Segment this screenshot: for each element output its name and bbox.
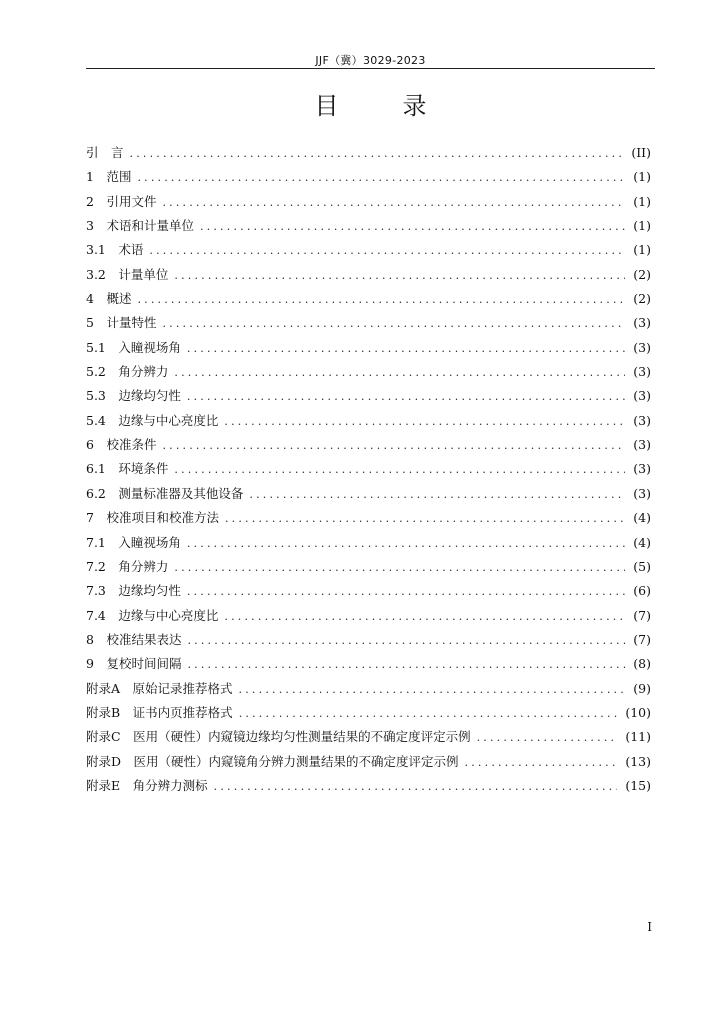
toc-dot-leader bbox=[239, 704, 618, 724]
toc-dot-leader bbox=[162, 193, 625, 213]
toc-entry-page: (8) bbox=[633, 656, 651, 672]
toc-entry[interactable] bbox=[86, 484, 651, 508]
toc-entry-page: (4) bbox=[633, 510, 651, 526]
page-title: 目 录 bbox=[314, 92, 447, 120]
toc-entry-page: (3) bbox=[633, 485, 651, 501]
toc-entry-label: 8 校准结果表达 bbox=[86, 631, 182, 647]
toc-entry-label: 5.2 角分辨力 bbox=[86, 364, 169, 380]
toc-entry-page: (3) bbox=[633, 437, 651, 453]
toc-entry-page: (1) bbox=[633, 218, 651, 234]
toc-entry[interactable] bbox=[86, 654, 651, 678]
toc-entry[interactable] bbox=[86, 776, 651, 800]
toc-entry-page: (1) bbox=[633, 193, 651, 209]
toc-entry-label: 7.1 入瞳视场角 bbox=[86, 534, 181, 550]
toc-entry-label: 7.2 角分辨力 bbox=[86, 558, 169, 574]
toc-entry-label: 7 校准项目和校准方法 bbox=[86, 510, 219, 526]
toc-dot-leader bbox=[149, 241, 625, 261]
toc-entry[interactable] bbox=[86, 167, 651, 191]
toc-dot-leader bbox=[249, 485, 625, 505]
toc-entry[interactable] bbox=[86, 216, 651, 240]
toc-entry-page: (7) bbox=[633, 631, 651, 647]
toc-dot-leader bbox=[225, 509, 625, 529]
toc-entry[interactable] bbox=[86, 679, 651, 703]
toc-entry[interactable] bbox=[86, 557, 651, 581]
toc-entry[interactable] bbox=[86, 435, 651, 459]
toc-entry-label: 2 引用文件 bbox=[86, 193, 157, 209]
toc-entry-page: (2) bbox=[633, 266, 651, 282]
toc-dot-leader bbox=[137, 168, 625, 188]
toc-entry[interactable] bbox=[86, 606, 651, 630]
toc-entry-page: (2) bbox=[633, 291, 651, 307]
toc-entry[interactable] bbox=[86, 143, 651, 167]
toc-entry-label: 6.1 环境条件 bbox=[86, 461, 169, 477]
toc-entry-page: (3) bbox=[633, 364, 651, 380]
toc-entry[interactable] bbox=[86, 459, 651, 483]
toc-dot-leader bbox=[174, 266, 625, 286]
toc-entry-label: 附录C 医用（硬性）内窥镜边缘均匀性测量结果的不确定度评定示例 bbox=[86, 729, 471, 745]
toc-entry[interactable] bbox=[86, 338, 651, 362]
toc-dot-leader bbox=[187, 534, 625, 554]
toc-entry[interactable] bbox=[86, 581, 651, 605]
toc-entry-label: 附录B 证书内页推荐格式 bbox=[86, 704, 233, 720]
toc-entry-page: (15) bbox=[625, 777, 651, 793]
toc-entry-page: (3) bbox=[633, 315, 651, 331]
toc-entry-label: 3.2 计量单位 bbox=[86, 266, 169, 282]
toc-entry-page: (3) bbox=[633, 461, 651, 477]
toc-entry[interactable] bbox=[86, 411, 651, 435]
toc-entry[interactable] bbox=[86, 508, 651, 532]
toc-entry-label: 附录A 原始记录推荐格式 bbox=[86, 680, 233, 696]
toc-dot-leader bbox=[174, 460, 625, 480]
toc-entry-label: 5 计量特性 bbox=[86, 315, 157, 331]
toc-entry-label: 7.4 边缘与中心亮度比 bbox=[86, 607, 219, 623]
toc-dot-leader bbox=[239, 680, 626, 700]
toc-entry-page: (3) bbox=[633, 388, 651, 404]
toc-entry[interactable] bbox=[86, 630, 651, 654]
toc-dot-leader bbox=[174, 558, 625, 578]
toc-entry-page: (5) bbox=[633, 558, 651, 574]
toc-entry-page: (1) bbox=[633, 169, 651, 185]
toc-entry-label: 9 复校时间间隔 bbox=[86, 656, 182, 672]
toc-entry-page: (3) bbox=[633, 412, 651, 428]
toc-entry[interactable] bbox=[86, 240, 651, 264]
toc-entry[interactable] bbox=[86, 313, 651, 337]
toc-dot-leader bbox=[224, 607, 625, 627]
toc-dot-leader bbox=[187, 582, 625, 602]
toc-entry-page: (3) bbox=[633, 339, 651, 355]
toc-dot-leader bbox=[187, 387, 625, 407]
toc-entry-label: 7.3 边缘均匀性 bbox=[86, 583, 181, 599]
header-rule bbox=[86, 68, 655, 69]
toc-entry-label: 5.4 边缘与中心亮度比 bbox=[86, 412, 219, 428]
document-code-header: JJF（冀）3029-2023 bbox=[315, 54, 426, 67]
toc-entry-label: 5.1 入瞳视场角 bbox=[86, 339, 181, 355]
toc-entry-page: (11) bbox=[625, 729, 651, 745]
table-of-contents bbox=[86, 143, 651, 800]
toc-entry-page: (10) bbox=[625, 704, 651, 720]
toc-entry[interactable] bbox=[86, 703, 651, 727]
toc-dot-leader bbox=[200, 217, 625, 237]
toc-dot-leader bbox=[224, 412, 625, 432]
toc-dot-leader bbox=[162, 436, 625, 456]
toc-entry[interactable] bbox=[86, 752, 651, 776]
toc-entry[interactable] bbox=[86, 727, 651, 751]
page-number: I bbox=[647, 920, 652, 934]
toc-entry[interactable] bbox=[86, 289, 651, 313]
toc-entry-page: (6) bbox=[633, 583, 651, 599]
toc-entry-label: 6.2 测量标准器及其他设备 bbox=[86, 485, 244, 501]
toc-entry[interactable] bbox=[86, 533, 651, 557]
toc-entry-page: (1) bbox=[633, 242, 651, 258]
toc-entry-label: 1 范围 bbox=[86, 169, 132, 185]
toc-entry[interactable] bbox=[86, 386, 651, 410]
toc-dot-leader bbox=[187, 631, 625, 651]
toc-entry-label: 5.3 边缘均匀性 bbox=[86, 388, 181, 404]
toc-entry-page: (9) bbox=[633, 680, 651, 696]
toc-entry-page: (13) bbox=[625, 753, 651, 769]
toc-dot-leader bbox=[162, 314, 625, 334]
toc-entry-label: 3 术语和计量单位 bbox=[86, 218, 194, 234]
toc-entry-label: 6 校准条件 bbox=[86, 437, 157, 453]
toc-dot-leader bbox=[214, 777, 618, 797]
toc-dot-leader bbox=[187, 655, 625, 675]
toc-entry-label: 引 言 bbox=[86, 145, 124, 160]
toc-dot-leader bbox=[130, 144, 624, 164]
toc-entry[interactable] bbox=[86, 192, 651, 216]
toc-entry-label: 3.1 术语 bbox=[86, 242, 144, 258]
toc-entry[interactable] bbox=[86, 362, 651, 386]
toc-entry-page: (7) bbox=[633, 607, 651, 623]
toc-entry-page: (4) bbox=[633, 534, 651, 550]
toc-entry[interactable] bbox=[86, 265, 651, 289]
toc-dot-leader bbox=[187, 339, 625, 359]
toc-dot-leader bbox=[174, 363, 625, 383]
toc-entry-label: 附录E 角分辨力测标 bbox=[86, 777, 208, 793]
toc-dot-leader bbox=[477, 728, 618, 748]
toc-entry-label: 4 概述 bbox=[86, 291, 132, 307]
toc-entry-label: 附录D 医用（硬性）内窥镜角分辨力测量结果的不确定度评定示例 bbox=[86, 753, 459, 769]
toc-entry-page: (II) bbox=[631, 145, 651, 160]
toc-dot-leader bbox=[465, 753, 618, 773]
toc-dot-leader bbox=[137, 290, 625, 310]
